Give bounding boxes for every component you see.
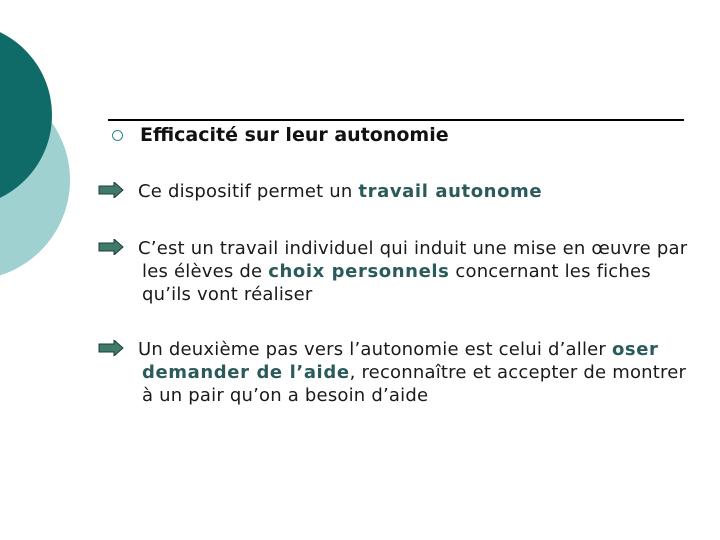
circle-bullet-icon — [112, 130, 123, 141]
arrow-bullet-icon — [98, 182, 124, 198]
list-item — [98, 338, 688, 407]
emphasis-text: travail autonome — [358, 181, 543, 202]
emphasis-text: choix personnels — [268, 261, 450, 282]
arrow-bullet-icon — [98, 239, 124, 255]
list-item-text: Un deuxième pas vers l’autonomie est celui d’aller oser demander de l’aide, reconnaître et accepter de montrer à un pair qu’on a besoin d’aide — [138, 339, 687, 406]
section-heading-row — [112, 124, 692, 154]
list-item — [98, 237, 688, 306]
emphasis-text: oser demander de l’aide — [142, 339, 659, 383]
list-item-text: C’est un travail individuel qui induit une mise en œuvre par les élèves de choix personnels concernant les fiches qu’ils vont réaliser — [138, 238, 688, 305]
arrow-bullet-icon — [98, 340, 124, 356]
list-item — [98, 180, 688, 203]
title-divider — [108, 119, 684, 121]
list-item-text: Ce dispositif permet un travail autonome — [138, 181, 543, 202]
section-heading: Efficacité sur leur autonomie — [140, 124, 449, 146]
